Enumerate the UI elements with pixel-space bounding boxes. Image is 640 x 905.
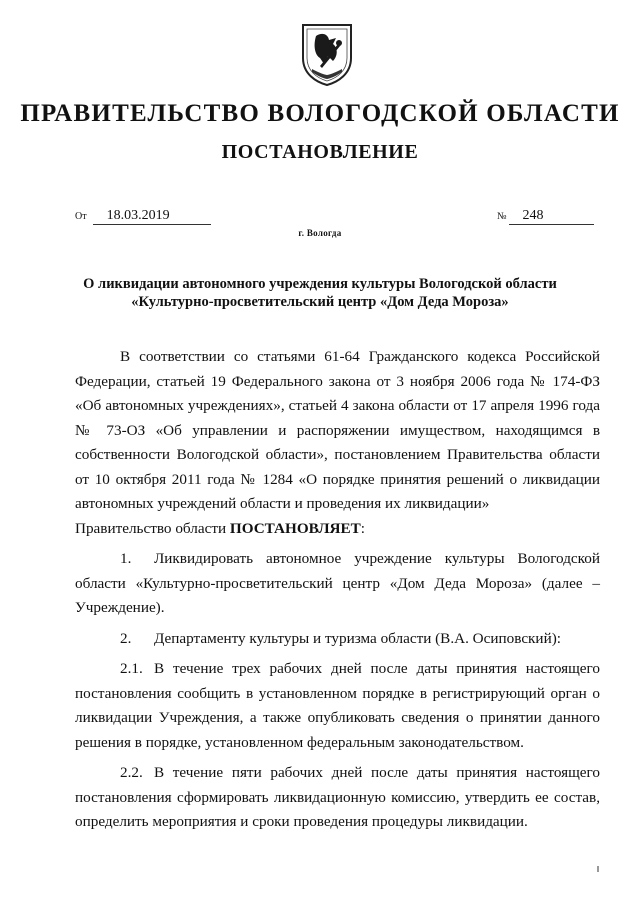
- coat-of-arms-emblem: [298, 22, 356, 86]
- decree-line: [75, 517, 600, 542]
- item-text: В течение пяти рабочих дней после даты принятия настоящего постановления сформировать ликвидационную комиссию, утвердить ее состав, определить мероприятия и сроки проведения процедуры ликвидации.: [75, 764, 600, 830]
- list-item: [75, 627, 600, 652]
- date-value: 18.03.2019: [93, 208, 211, 225]
- item-number: 2.2.: [120, 764, 143, 781]
- number-field: [497, 208, 594, 225]
- scan-mark: [597, 866, 599, 872]
- document-type: ПОСТАНОВЛЕНИЕ: [221, 141, 419, 163]
- document-body: [75, 345, 600, 835]
- title-line-1: О ликвидации автономного учреждения культуры Вологодской области: [83, 276, 557, 292]
- city-label: г. Вологда: [298, 228, 342, 238]
- item-text: Департаменту культуры и туризма области (В.А. Осиповский):: [154, 629, 561, 647]
- list-item: [75, 761, 600, 835]
- item-number: 2.: [120, 629, 132, 647]
- item-text: Ликвидировать автономное учреждение культуры Вологодской области «Культурно-просветительский центр «Дом Деда Мороза» (далее – Учреждение).: [75, 550, 600, 616]
- preamble-paragraph: В соответствии со статьями 61-64 Гражданского кодекса Российской Федерации, статьей 19 Федерального закона от 3 ноября 2006 года № 174-ФЗ «Об автономных учреждениях», статьей 4 закона области от 17 апреля 1996 года № 73-ОЗ «Об управлении и распоряжении имуществом, находящимся в собственности Вологодской области», постановлением Правительства области от 10 октября 2011 года № 1284 «О порядке принятия решений о ликвидации автономных учреждений области и проведения их ликвидации»: [75, 348, 600, 512]
- government-name: ПРАВИТЕЛЬСТВО ВОЛОГОДСКОЙ ОБЛАСТИ: [20, 100, 620, 127]
- title-line-2: «Культурно-просветительский центр «Дом Деда Мороза»: [131, 294, 509, 310]
- number-value: 248: [509, 208, 594, 225]
- decree-suffix: :: [360, 519, 365, 537]
- list-item: [75, 547, 600, 621]
- item-number: 1.: [120, 550, 132, 567]
- list-item: [75, 657, 600, 755]
- decree-prefix: Правительство области: [75, 519, 230, 537]
- item-number: 2.1.: [120, 660, 143, 677]
- date-field: [75, 208, 211, 225]
- decree-word: ПОСТАНОВЛЯЕТ: [229, 519, 361, 537]
- date-label: От: [75, 211, 87, 222]
- document-title: [40, 275, 600, 311]
- item-text: В течение трех рабочих дней после даты принятия настоящего постановления сообщить в установленном порядке в регистрирующий орган о ликвидации Учреждения, а также опубликовать сведения о принятии данного решения в порядке, установленном федеральным законодательством.: [75, 660, 600, 751]
- number-label: №: [497, 211, 507, 222]
